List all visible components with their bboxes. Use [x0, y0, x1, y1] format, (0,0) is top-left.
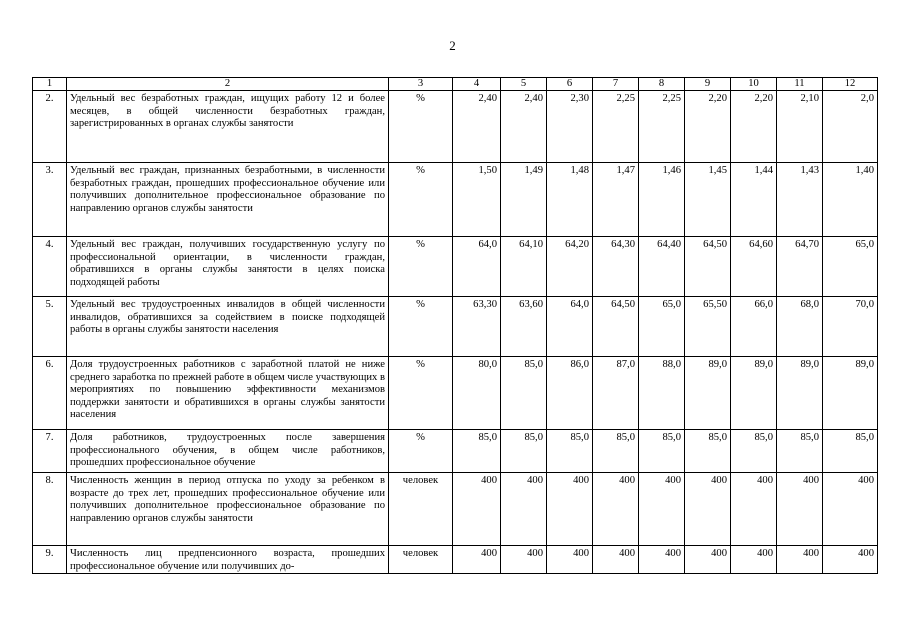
value-cell: 85,0	[823, 430, 878, 473]
value-cell: 2,0	[823, 91, 878, 163]
column-header-4: 4	[453, 78, 501, 91]
value-cell: 1,43	[777, 163, 823, 237]
unit-cell: %	[389, 430, 453, 473]
value-cell: 85,0	[453, 430, 501, 473]
unit-cell: человек	[389, 473, 453, 546]
value-cell: 63,60	[501, 297, 547, 357]
table-body	[33, 78, 878, 574]
value-cell: 400	[685, 473, 731, 546]
value-cell: 65,0	[823, 237, 878, 297]
value-cell: 85,0	[685, 430, 731, 473]
value-cell: 400	[547, 546, 593, 574]
column-header-7: 7	[593, 78, 639, 91]
indicator-name: Удельный вес граждан, получивших государственную услугу по профессиональной ориентации, в численности граждан, обратившихся в органы службы занятости в целях поиска подходящей работы	[67, 237, 389, 297]
value-cell: 89,0	[685, 357, 731, 430]
indicator-name: Доля трудоустроенных работников с заработной платой не ниже среднего заработка по прежней работе в общем числе участвующих в мероприятиях по повышению эффективности механизмов поддержки занятости и обратившихся в органы службы занятости населения	[67, 357, 389, 430]
column-header-2: 2	[67, 78, 389, 91]
value-cell: 85,0	[501, 357, 547, 430]
value-cell: 1,47	[593, 163, 639, 237]
value-cell: 1,48	[547, 163, 593, 237]
value-cell: 2,10	[777, 91, 823, 163]
value-cell: 2,20	[731, 91, 777, 163]
table-row	[33, 91, 878, 163]
value-cell: 400	[639, 473, 685, 546]
row-number: 6.	[33, 357, 67, 430]
column-header-5: 5	[501, 78, 547, 91]
value-cell: 64,60	[731, 237, 777, 297]
value-cell: 2,25	[639, 91, 685, 163]
column-header-10: 10	[731, 78, 777, 91]
unit-cell: %	[389, 297, 453, 357]
value-cell: 85,0	[593, 430, 639, 473]
value-cell: 400	[547, 473, 593, 546]
row-number: 2.	[33, 91, 67, 163]
value-cell: 2,20	[685, 91, 731, 163]
indicator-name: Удельный вес безработных граждан, ищущих работу 12 и более месяцев, в общей численности безработных граждан, зарегистрированных в органах службы занятости	[67, 91, 389, 163]
value-cell: 85,0	[731, 430, 777, 473]
page-number: 2	[449, 38, 456, 53]
column-header-6: 6	[547, 78, 593, 91]
value-cell: 65,0	[639, 297, 685, 357]
value-cell: 1,50	[453, 163, 501, 237]
value-cell: 64,10	[501, 237, 547, 297]
column-header-12: 12	[823, 78, 878, 91]
value-cell: 64,30	[593, 237, 639, 297]
column-header-1: 1	[33, 78, 67, 91]
value-cell: 1,40	[823, 163, 878, 237]
value-cell: 64,20	[547, 237, 593, 297]
table-row	[33, 546, 878, 574]
unit-cell: человек	[389, 546, 453, 574]
value-cell: 64,40	[639, 237, 685, 297]
value-cell: 86,0	[547, 357, 593, 430]
unit-cell: %	[389, 357, 453, 430]
column-header-11: 11	[777, 78, 823, 91]
value-cell: 400	[777, 546, 823, 574]
value-cell: 2,40	[453, 91, 501, 163]
value-cell: 1,46	[639, 163, 685, 237]
value-cell: 88,0	[639, 357, 685, 430]
value-cell: 400	[777, 473, 823, 546]
value-cell: 68,0	[777, 297, 823, 357]
row-number: 5.	[33, 297, 67, 357]
value-cell: 400	[501, 546, 547, 574]
indicator-name: Численность лиц предпенсионного возраста, прошедших профессиональное обучение или получивших до-	[67, 546, 389, 574]
indicators-table	[32, 77, 878, 574]
value-cell: 66,0	[731, 297, 777, 357]
table-header-row	[33, 78, 878, 91]
value-cell: 64,50	[593, 297, 639, 357]
indicator-name: Удельный вес граждан, признанных безработными, в численности безработных граждан, прошедших профессиональное обучение или получивших дополнительное профессиональное образование по направлению органов службы занятости	[67, 163, 389, 237]
value-cell: 1,45	[685, 163, 731, 237]
value-cell: 85,0	[547, 430, 593, 473]
value-cell: 89,0	[823, 357, 878, 430]
value-cell: 1,49	[501, 163, 547, 237]
column-header-9: 9	[685, 78, 731, 91]
value-cell: 85,0	[501, 430, 547, 473]
value-cell: 1,44	[731, 163, 777, 237]
value-cell: 85,0	[639, 430, 685, 473]
value-cell: 2,40	[501, 91, 547, 163]
value-cell: 2,30	[547, 91, 593, 163]
value-cell: 400	[593, 546, 639, 574]
value-cell: 400	[731, 546, 777, 574]
row-number: 4.	[33, 237, 67, 297]
value-cell: 65,50	[685, 297, 731, 357]
value-cell: 87,0	[593, 357, 639, 430]
unit-cell: %	[389, 163, 453, 237]
value-cell: 2,25	[593, 91, 639, 163]
value-cell: 400	[501, 473, 547, 546]
table-row	[33, 163, 878, 237]
table-row	[33, 473, 878, 546]
unit-cell: %	[389, 91, 453, 163]
indicator-name: Численность женщин в период отпуска по уходу за ребенком в возрасте до трех лет, прошедших профессиональное обучение или получивших дополнительное профессиональное образование по направлению органов службы занятости	[67, 473, 389, 546]
indicator-name: Доля работников, трудоустроенных после завершения профессионального обучения, в общем числе работников, прошедших профессиональное обучение	[67, 430, 389, 473]
column-header-8: 8	[639, 78, 685, 91]
value-cell: 70,0	[823, 297, 878, 357]
table-row	[33, 430, 878, 473]
value-cell: 80,0	[453, 357, 501, 430]
table-row	[33, 357, 878, 430]
row-number: 8.	[33, 473, 67, 546]
table-row	[33, 297, 878, 357]
value-cell: 400	[731, 473, 777, 546]
value-cell: 400	[453, 473, 501, 546]
value-cell: 64,70	[777, 237, 823, 297]
value-cell: 85,0	[777, 430, 823, 473]
value-cell: 64,50	[685, 237, 731, 297]
value-cell: 400	[823, 473, 878, 546]
value-cell: 63,30	[453, 297, 501, 357]
value-cell: 89,0	[777, 357, 823, 430]
indicator-name: Удельный вес трудоустроенных инвалидов в общей численности инвалидов, обратившихся за содействием в поиске подходящей работы в органы службы занятости населения	[67, 297, 389, 357]
row-number: 9.	[33, 546, 67, 574]
row-number: 7.	[33, 430, 67, 473]
column-header-3: 3	[389, 78, 453, 91]
unit-cell: %	[389, 237, 453, 297]
value-cell: 64,0	[547, 297, 593, 357]
value-cell: 400	[823, 546, 878, 574]
table-row	[33, 237, 878, 297]
value-cell: 400	[639, 546, 685, 574]
value-cell: 64,0	[453, 237, 501, 297]
value-cell: 400	[685, 546, 731, 574]
row-number: 3.	[33, 163, 67, 237]
value-cell: 400	[453, 546, 501, 574]
value-cell: 400	[593, 473, 639, 546]
value-cell: 89,0	[731, 357, 777, 430]
